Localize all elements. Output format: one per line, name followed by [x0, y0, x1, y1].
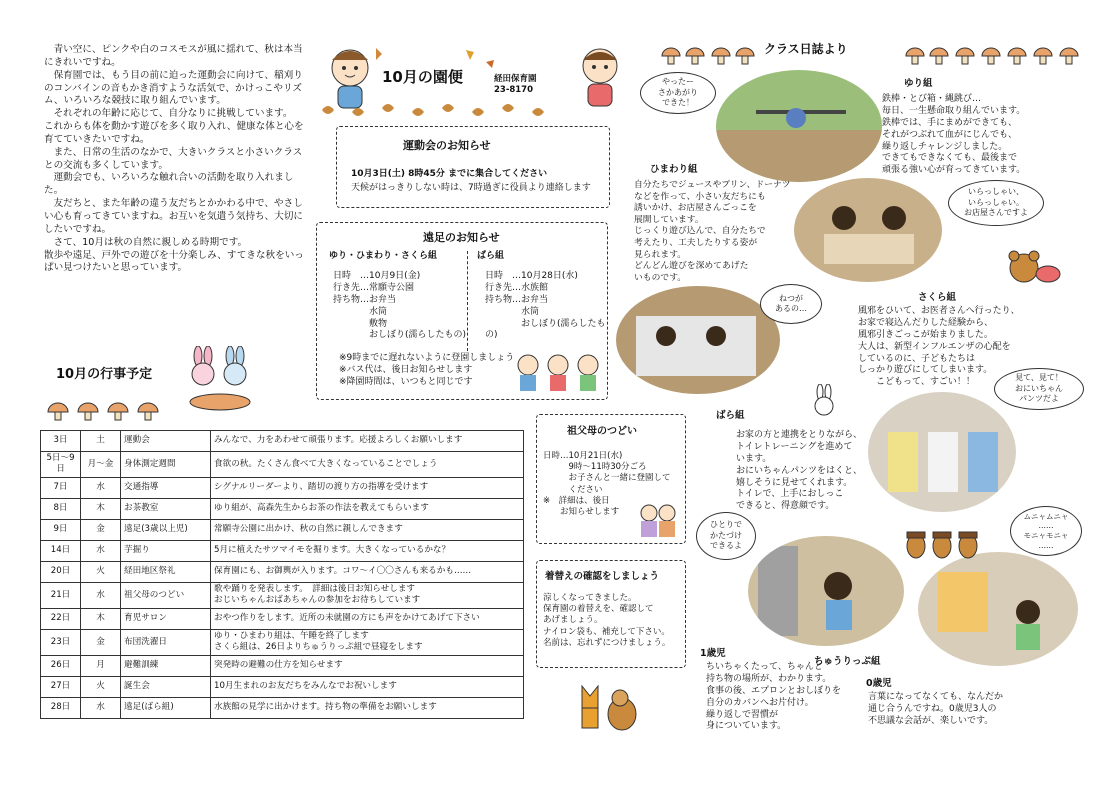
- clothes-details: 涼しくなってきました。 保育園の着替えを、確認して あげましょう。 ナイロン袋も、補充して下さい。 名前は、忘れずにつけましょう。: [543, 593, 671, 648]
- schedule-date: 7日: [41, 477, 81, 498]
- schedule-date: 9日: [41, 519, 81, 540]
- rabbits-illustration: [180, 346, 260, 412]
- schedule-detail: 水族館の見学に出かけます。持ち物の準備をお願いします: [211, 698, 524, 719]
- schedule-date: 3日: [41, 431, 81, 452]
- schedule-event: 経田地区祭礼: [121, 561, 211, 582]
- mushroom-header-row: [656, 40, 1096, 70]
- class-name-sakura: さくら組: [918, 292, 957, 303]
- schedule-weekday: 木: [81, 608, 121, 629]
- schedule-detail: 常願寺公園に出かけ、秋の自然に親しんできます: [211, 519, 524, 540]
- class-name-himawari: ひまわり組: [650, 164, 698, 175]
- schedule-detail: ゆり組が、高森先生からお茶の作法を教えてもらいます: [211, 498, 524, 519]
- grandparents-notice: [536, 414, 686, 544]
- schedule-weekday: 火: [81, 561, 121, 582]
- schedule-event: 遠足(ばら組): [121, 698, 211, 719]
- newsletter-title: 10月の園便: [382, 68, 463, 86]
- schedule-date: 27日: [41, 677, 81, 698]
- schedule-event: 交通指導: [121, 477, 211, 498]
- schedule-event: 祖父母のつどい: [121, 582, 211, 608]
- schedule-weekday: 水: [81, 582, 121, 608]
- schedule-weekday: 土: [81, 431, 121, 452]
- schedule-weekday: 木: [81, 498, 121, 519]
- schedule-weekday: 金: [81, 519, 121, 540]
- photo-sakura-sleeping: [616, 286, 780, 394]
- intro-text-block: [44, 44, 306, 275]
- bubble-one-year: ひとりで かたづけ できるよ: [696, 512, 756, 560]
- schedule-date: 20日: [41, 561, 81, 582]
- schedule-event: 誕生会: [121, 677, 211, 698]
- rabbit-small-illustration: [806, 384, 846, 418]
- schedule-row: [41, 656, 524, 677]
- schedule-detail: おやつ作りをします。近所の未就園の方にも声をかけてあげて下さい: [211, 608, 524, 629]
- org-info: [494, 74, 537, 96]
- schedule-date: 26日: [41, 656, 81, 677]
- schedule-weekday: 月～金: [81, 452, 121, 478]
- schedule-detail: 5月に植えたサツマイモを掘ります。大きくなっているかな？: [211, 540, 524, 561]
- excursion-notes: ※9時までに遅れないように登園しましょう ※バス代は、後日お知らせします ※降園時間は、いつもと同じです: [339, 353, 515, 387]
- schedule-event: 遠足(3歳以上児): [121, 519, 211, 540]
- schedule-detail: 10月生まれのお友だちをみんなでお祝いします: [211, 677, 524, 698]
- schedule-event: 身体測定週間: [121, 452, 211, 478]
- schedule-date: 5日～9日: [41, 452, 81, 478]
- clothes-check-notice: [536, 560, 686, 668]
- schedule-row: [41, 677, 524, 698]
- acorns-illustration: [902, 522, 982, 562]
- excursion-title: 遠足のお知らせ: [423, 231, 500, 244]
- schedule-detail: シグナルリーダーより、踏切の渡り方の指導を受けます: [211, 477, 524, 498]
- schedule-row: [41, 540, 524, 561]
- class-text-himawari: 自分たちでジュースやプリン、ドーナツ などを作って、小さい友だちにも 誘いかけ、お店屋さんごっこを 展開しています。 じっくり遊び込んで、自分たちで 考えたり、工夫したりする姿が 見られます。 どんどん遊びを深めてあげた いものです。: [634, 180, 791, 283]
- schedule-date: 28日: [41, 698, 81, 719]
- schedule-event: お茶教室: [121, 498, 211, 519]
- marching-kids-illustration: [513, 351, 603, 397]
- schedule-table: [40, 430, 524, 719]
- class-name-bara: ばら組: [716, 410, 745, 421]
- excursion-notice: [316, 222, 608, 400]
- schedule-detail: 保育園にも、お御輿が入ります。コワ～イ〇〇さんも来るかも……: [211, 561, 524, 582]
- schedule-row: [41, 477, 524, 498]
- org-name: 経田保育園: [494, 74, 537, 84]
- schedule-weekday: 水: [81, 540, 121, 561]
- schedule-row: [41, 629, 524, 655]
- schedule-row: [41, 608, 524, 629]
- schedule-event: 芋掘り: [121, 540, 211, 561]
- schedule-weekday: 水: [81, 477, 121, 498]
- bubble-zero-year: ムニャムニャ …… モニャモニャ ……: [1010, 506, 1082, 556]
- schedule-date: 21日: [41, 582, 81, 608]
- sports-day-notice: [336, 126, 610, 208]
- schedule-row: [41, 452, 524, 478]
- schedule-detail: 歌や踊りを発表します。 詳細は後日お知らせします おじいちゃんおばあちゃんの参加をお待ちしています: [211, 582, 524, 608]
- schedule-date: 14日: [41, 540, 81, 561]
- sports-day-line2: 天候がはっきりしない時は、7時過ぎに役員より連絡します: [351, 183, 591, 193]
- bubble-sakura: ねつが あるの…: [760, 284, 822, 324]
- schedule-row: [41, 498, 524, 519]
- photo-one-year-cleanup: [748, 536, 904, 646]
- bubble-yuri: やったー さかあがり できた！: [640, 72, 716, 114]
- schedule-date: 8日: [41, 498, 81, 519]
- photo-himawari-shop: [794, 178, 942, 282]
- class-text-one-year: ちいちゃくたって、ちゃんと 持ち物の場所が、わかります。 食事の後、エプロンとおしぼりを 自分のカバンへお片付け。 繰り返しで習慣が 身についています。: [706, 662, 842, 732]
- class-name-tulip: ちゅうりっぷ組: [814, 656, 881, 667]
- schedule-row: [41, 698, 524, 719]
- grandparents-details: 日時…10月21日(水) 9時～11時30分ごろ お子さんと一緒に登園して ください ※ 詳細は、後日 お知らせします: [543, 451, 671, 518]
- excursion-right-classes: ばら組: [477, 251, 505, 261]
- grandparents-illustration: [637, 501, 681, 541]
- schedule-row: [41, 582, 524, 608]
- excursion-left-details: 日時 …10月9日(金) 行き先…常願寺公園 持ち物…お弁当 水筒 敷物 おしぼり(濡らしたもの): [333, 271, 467, 341]
- schedule-event: 育児サロン: [121, 608, 211, 629]
- child-illustration: [570, 42, 630, 112]
- photo-yuri-horizontal-bar: [716, 70, 882, 182]
- grandparents-title: 祖父母のつどい: [567, 426, 637, 437]
- class-diary-title: クラス日誌より: [764, 42, 848, 56]
- fox-squirrel-illustration: [574, 676, 644, 736]
- photo-zero-year-play: [918, 552, 1078, 666]
- sports-day-title: 運動会のお知らせ: [403, 139, 491, 152]
- class-name-yuri: ゆり組: [904, 78, 933, 89]
- schedule-event: 避難訓練: [121, 656, 211, 677]
- class-name-one-year: 1歳児: [700, 648, 726, 659]
- schedule-event: 運動会: [121, 431, 211, 452]
- org-phone: 23-8170: [494, 85, 534, 96]
- excursion-left-classes: ゆり・ひまわり・さくら組: [329, 251, 438, 261]
- schedule-detail: 突発時の避難の仕方を知らせます: [211, 656, 524, 677]
- schedule-row: [41, 431, 524, 452]
- mushroom-row-left: [44, 398, 184, 422]
- clothes-title: 着替えの確認をしましょう: [545, 571, 660, 582]
- schedule-row: [41, 519, 524, 540]
- schedule-detail: 食欲の秋。たくさん食べて大きくなっていることでしょう: [211, 452, 524, 478]
- schedule-row: [41, 561, 524, 582]
- schedule-weekday: 金: [81, 629, 121, 655]
- schedule-detail: みんなで、力をあわせて頑張ります。応援よろしくお願いします: [211, 431, 524, 452]
- schedule-date: 23日: [41, 629, 81, 655]
- excursion-divider: [467, 251, 468, 351]
- photo-bara-toilet: [868, 392, 1016, 512]
- schedule-weekday: 火: [81, 677, 121, 698]
- intro-paragraph: 青い空に、ピンクや白のコスモスが風に揺れて、秋は本当にきれいですね。 保育園では、もう目の前に迫った運動会に向けて、稲刈りのコンバインの音もかき消すような活気で、かけっこやリズム、いろいろな競技に取り組んでいます。 それぞれの年齢に応じて、自分なりに挑戦しています。 これからも体を動かす遊びを多く取り入れ、健康な体と心を育てていきたいですね。 また、日常の生活のなかで、大きいクラスと小さいクラスとの交流も多くしています。 運動会でも、いろいろな触れ合いの活動を取り入れました。 友だちと、また年齢の違う友だちとかかわる中で、やさしい心も育ってきていますね。お互いを気遣う気持ち、大切にしたいですね。 さて、10月は秋の自然に親しめる時期です。 散歩や遠足、戸外での遊びを十分楽しみ、すてきな秋をいっぱい見つけたいと思っています。: [44, 44, 304, 274]
- schedule-weekday: 月: [81, 656, 121, 677]
- class-text-zero-year: 言葉になってなくても、なんだか 通じ合うんですね。0歳児3人の 不思議な会話が、楽しいです。: [868, 692, 1004, 726]
- excursion-right-details: 日時 …10月28日(水) 行き先…水族館 持ち物…お弁当 水筒 おしぼり(濡らしたもの): [485, 271, 606, 341]
- bubble-bara: 見て、見て！ おにいちゃん パンツだよ: [994, 368, 1084, 410]
- schedule-event: 布団洗濯日: [121, 629, 211, 655]
- class-text-yuri: 鉄棒・とび箱・縄跳び… 毎日、一生懸命取り組んでいます。 鉄棒では、手にまめができても、 それがつぶれて血がにじんでも、 繰り返しチャレンジしました。 できてもできなくても、最後まで 頑張る強い心が育ってきています。: [882, 94, 1026, 176]
- schedule-weekday: 水: [81, 698, 121, 719]
- schedule-detail: ゆり・ひまわり組は、午睡を終了します さくら組は、26日よりちゅうりっぷ組で昼寝をします: [211, 629, 524, 655]
- schedule-date: 22日: [41, 608, 81, 629]
- class-name-zero-year: 0歳児: [866, 678, 892, 689]
- class-text-sakura: 風邪をひいて、お医者さんへ行ったり、 お家で寝込んだりした経験から、 風邪引きごっこが始まりました。 大人は、新型インフルエンザの心配を しているのに、子どもたちは しっかり遊びにしてしまいます。 こどもって、すごい！！: [858, 306, 1020, 388]
- bear-illustration: [1004, 244, 1064, 288]
- bubble-himawari: いらっしゃい、 いらっしゃい。 お店屋さんですよ: [948, 180, 1044, 226]
- schedule-title: 10月の行事予定: [56, 367, 153, 382]
- sports-day-line1: 10月3日(土) 8時45分 までに集合してください: [351, 169, 548, 179]
- class-text-bara: お家の方と連携をとりながら、 トイレトレーニングを進めて います。 おにいちゃんパンツをはくと、 嬉しそうに見せてくれます。 トイレで、上手におしっこ できると、得意顔です。: [736, 430, 863, 512]
